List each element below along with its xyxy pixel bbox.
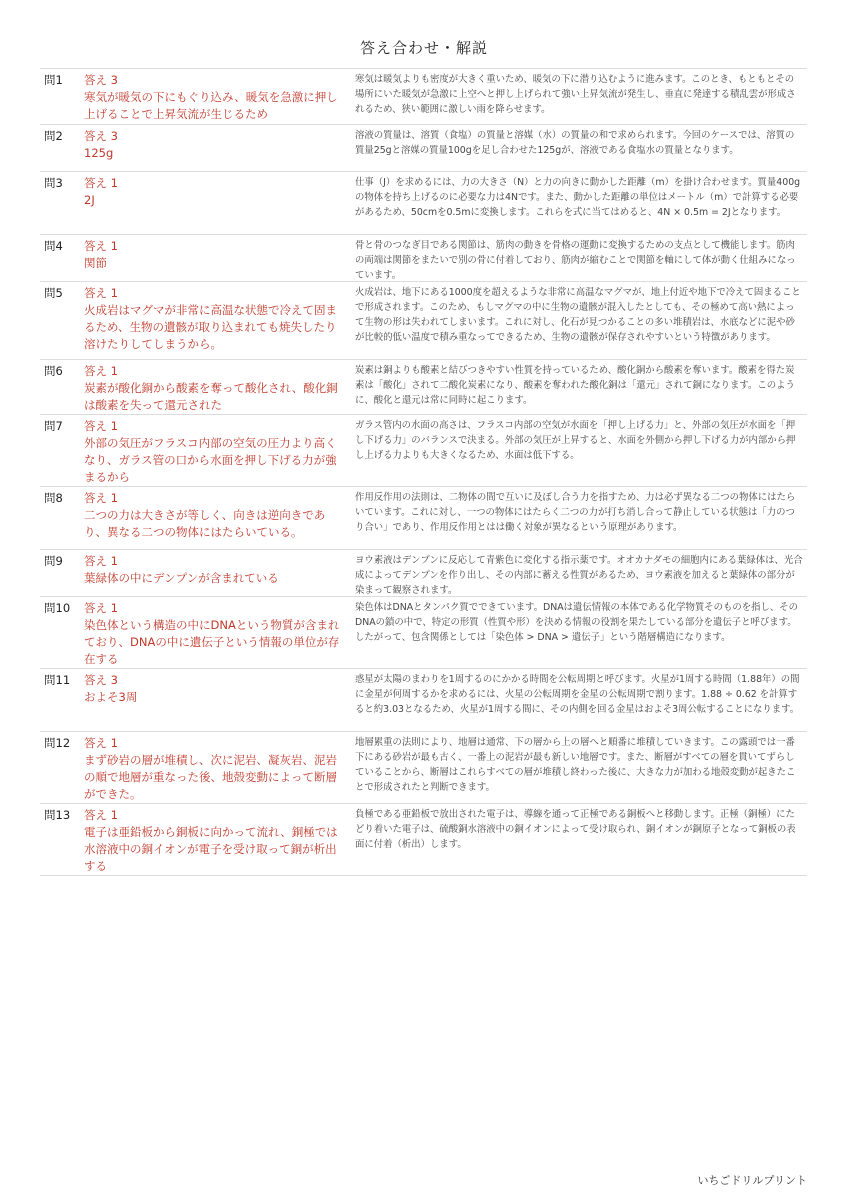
answer-row xyxy=(40,804,807,876)
answer-label: 答え 1 xyxy=(84,554,118,568)
answer-text: 125g xyxy=(84,146,114,160)
question-number: 問1 xyxy=(44,73,63,87)
answer-label: 答え 1 xyxy=(84,364,118,378)
answer-label: 答え 3 xyxy=(84,673,118,687)
explanation-text: ガラス管内の水面の高さは、フラスコ内部の空気が水面を「押し上げる力」と、外部の気圧が水面を「押し下げる力」のバランスで決まる。外部の気圧が上昇すると、水面を外側から押し下げる力が内部から押し上げる力よりも大きくなるため、水面は低下する。 xyxy=(355,420,796,461)
question-number: 問11 xyxy=(44,673,71,687)
answer-label: 答え 1 xyxy=(84,601,118,615)
question-number: 問4 xyxy=(44,239,63,253)
answer-row xyxy=(40,597,807,669)
explanation-text: 寒気は暖気よりも密度が大きく重いため、暖気の下に潜り込むように進みます。このとき、もともとその場所にいた暖気が急激に上空へと押し上げられて強い上昇気流が発生し、垂直に発達する積乱雲が形成されるため、狭い範囲に激しい雨を降らせます。 xyxy=(355,74,796,115)
answer-text: およそ3周 xyxy=(84,690,138,704)
answer-label: 答え 1 xyxy=(84,419,118,433)
explanation-text: 地層累重の法則により、地層は通常、下の層から上の層へと順番に堆積していきます。この露頭では一番下にある砂岩が最も古く、一番上の泥岩が最も新しい地層です。また、断層がすべての層を貫いてずらしていることから、断層はこれらすべての層が堆積し終わった後に、大きな力が加わる地殻変動が起きたことで形成されたと判断できます。 xyxy=(355,737,796,793)
answer-cell xyxy=(80,282,347,359)
question-number: 問5 xyxy=(44,286,63,300)
answer-text: 関節 xyxy=(84,256,107,270)
answer-cell xyxy=(80,125,347,171)
page-title: 答え合わせ・解説 xyxy=(359,39,488,57)
answer-label: 答え 1 xyxy=(84,808,118,822)
answer-cell xyxy=(80,69,347,124)
question-number: 問3 xyxy=(44,176,63,190)
explanation-text: 溶液の質量は、溶質（食塩）の質量と溶媒（水）の質量の和で求められます。今回のケースでは、溶質の質量25gと溶媒の質量100gを足し合わせた125gが、溶液である食塩水の質量となります。 xyxy=(355,130,795,156)
answer-cell xyxy=(80,732,347,803)
answer-text: 火成岩はマグマが非常に高温な状態で冷えて固まるため、生物の遺骸が取り込まれても焼失したり溶けたりしてしまうから。 xyxy=(84,303,337,351)
answer-text: 炭素が酸化銅から酸素を奪って酸化され、酸化銅は酸素を失って還元された xyxy=(84,381,338,412)
answer-label: 答え 1 xyxy=(84,239,118,253)
answer-row xyxy=(40,235,807,282)
question-number: 問6 xyxy=(44,364,63,378)
answer-label: 答え 1 xyxy=(84,491,118,505)
answer-row xyxy=(40,550,807,597)
answer-text: 葉緑体の中にデンプンが含まれている xyxy=(84,571,279,585)
answer-cell xyxy=(80,669,347,731)
answer-row xyxy=(40,669,807,732)
explanation-text: ヨウ素液はデンプンに反応して青紫色に変化する指示薬です。オオカナダモの細胞内にある葉緑体は、光合成によってデンプンを作り出し、その内部に蓄える性質があるため、ヨウ素液を加えると葉緑体の部分が染まって観察されます。 xyxy=(355,555,803,596)
answer-table xyxy=(40,68,807,876)
answer-label: 答え 1 xyxy=(84,176,118,190)
answer-label: 答え 3 xyxy=(84,129,118,143)
answer-text: 電子は亜鉛板から銅板に向かって流れ、銅極では水溶液中の銅イオンが電子を受け取って銅が析出する xyxy=(84,825,338,873)
answer-row xyxy=(40,732,807,804)
explanation-text: 作用反作用の法則は、二物体の間で互いに及ぼし合う力を指すため、力は必ず異なる二つの物体にはたらいています。これに対し、一つの物体にはたらく二つの力が打ち消し合って静止している状態は「力のつり合い」であり、作用反作用とはは働く対象が異なるという原理があります。 xyxy=(355,492,796,533)
question-number: 問13 xyxy=(44,808,71,822)
explanation-text: 骨と骨のつなぎ目である関節は、筋肉の動きを骨格の運動に変換するための支点として機能します。筋肉の両端は関節をまたいで別の骨に付着しており、筋肉が縮むことで関節を軸にして体が動く仕組みになっています。 xyxy=(355,240,796,281)
answer-text: 寒気が暖気の下にもぐり込み、暖気を急激に押し上げることで上昇気流が生じるため xyxy=(84,90,338,121)
answer-cell xyxy=(80,415,347,486)
answer-text: 外部の気圧がフラスコ内部の空気の圧力より高くなり、ガラス管の口から水面を押し下げる力が強まるから xyxy=(84,436,337,484)
answer-row xyxy=(40,415,807,487)
explanation-text: 火成岩は、地下にある1000度を超えるような非常に高温なマグマが、地上付近や地下で冷えて固まることで形成されます。このため、もしマグマの中に生物の遺骸が混入したとしても、その極めて高い熱によって生物の形は失われてしまいます。これに対し、化石が見つかることの多い堆積岩は、水底などに泥や砂が比較的低い温度で積み重なってできるため、生物の遺骸が保存されやすいという特徴があります。 xyxy=(355,287,801,343)
answer-cell xyxy=(80,804,347,875)
answer-label: 答え 3 xyxy=(84,73,118,87)
answer-text: 2J xyxy=(84,193,95,207)
answer-cell xyxy=(80,172,347,234)
question-number: 問8 xyxy=(44,491,63,505)
answer-cell xyxy=(80,360,347,414)
explanation-text: 炭素は銅よりも酸素と結びつきやすい性質を持っているため、酸化銅から酸素を奪います。酸素を得た炭素は「酸化」されて二酸化炭素になり、酸素を奪われた酸化銅は「還元」されて銅になります。このように、酸化と還元は常に同時に起こります。 xyxy=(355,365,795,406)
question-number: 問10 xyxy=(44,601,71,615)
answer-row xyxy=(40,282,807,360)
answer-row xyxy=(40,172,807,235)
answer-label: 答え 1 xyxy=(84,736,118,750)
explanation-text: 負極である亜鉛板で放出された電子は、導線を通って正極である銅板へと移動します。正極（銅極）にたどり着いた電子は、硫酸銅水溶液中の銅イオンによって受け取られ、銅イオンが銅原子となって銅板の表面に付着（析出）します。 xyxy=(355,809,796,850)
explanation-text: 仕事（J）を求めるには、力の大きさ（N）と力の向きに動かした距離（m）を掛け合わせます。質量400gの物体を持ち上げるのに必要な力は4Nです。また、動かした距離の単位はメートル（m）で計算する必要があるため、50cmを0.5mに変換します。これらを式に当てはめると、4N × 0.5m = 2Jとなります。 xyxy=(355,177,801,218)
explanation-text: 惑星が太陽のまわりを1周するのにかかる時間を公転周期と呼びます。火星が1周する時間（1.88年）の間に金星が何周するかを求めるには、火星の公転周期を金星の公転周期で割ります。1.88 ÷ 0.62 を計算すると約3.03となるため、火星が1周する間に、その内側を回る金星はおよそ3周公転することになります。 xyxy=(355,674,800,715)
footer-brand: いちごドリルプリント xyxy=(697,1174,807,1187)
answer-cell xyxy=(80,550,347,596)
answer-row xyxy=(40,69,807,125)
question-number: 問7 xyxy=(44,419,63,433)
answer-row xyxy=(40,487,807,550)
answer-row xyxy=(40,360,807,415)
answer-text: 染色体という構造の中にDNAという物質が含まれており、DNAの中に遺伝子という情報の単位が存在する xyxy=(84,618,340,666)
answer-label: 答え 1 xyxy=(84,286,118,300)
answer-row xyxy=(40,125,807,172)
question-number: 問12 xyxy=(44,736,71,750)
answer-cell xyxy=(80,597,347,668)
question-number: 問2 xyxy=(44,129,63,143)
answer-cell xyxy=(80,235,347,281)
explanation-text: 染色体はDNAとタンパク質でできています。DNAは遺伝情報の本体である化学物質そのものを指し、そのDNAの鎖の中で、特定の形質（性質や形）を決める情報の役割を果たしている部分を遺伝子と呼びます。したがって、包含関係としては「染色体 > DNA > 遺伝子」という階層構造になります。 xyxy=(355,602,799,643)
answer-text: 二つの力は大きさが等しく、向きは逆向きであり、異なる二つの物体にはたらいている。 xyxy=(84,508,326,539)
answer-text: まず砂岩の層が堆積し、次に泥岩、凝灰岩、泥岩の順で地層が重なった後、地殻変動によって断層ができた。 xyxy=(84,753,337,801)
question-number: 問9 xyxy=(44,554,63,568)
answer-cell xyxy=(80,487,347,549)
